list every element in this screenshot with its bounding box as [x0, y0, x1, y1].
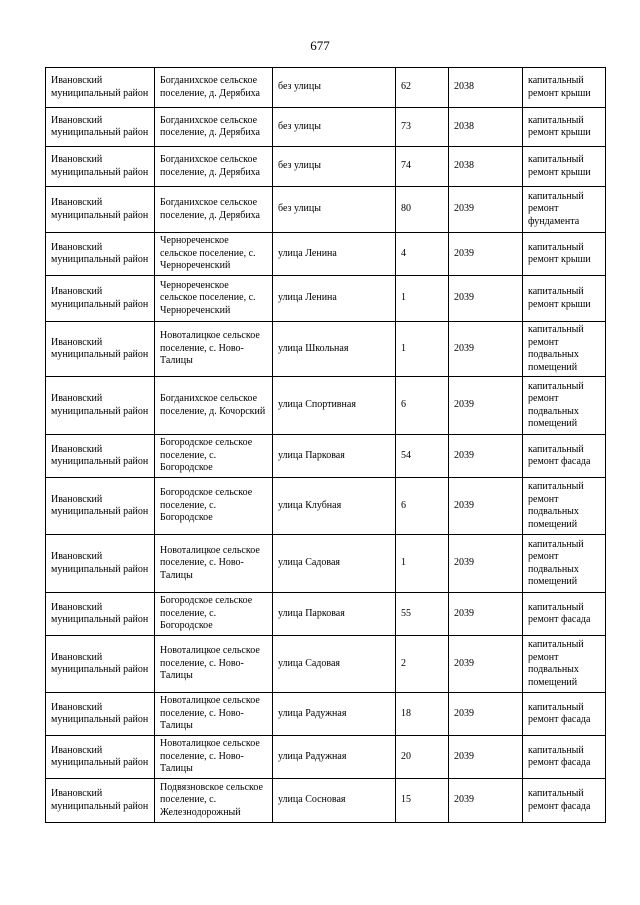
- street-cell: улица Спортивная: [273, 377, 396, 435]
- district-cell: Ивановский муниципальный район: [46, 68, 155, 108]
- year-cell: 2039: [449, 693, 523, 736]
- street-cell: улица Парковая: [273, 435, 396, 478]
- table-row: [46, 233, 606, 276]
- district-cell: Ивановский муниципальный район: [46, 276, 155, 322]
- street-cell: улица Парковая: [273, 593, 396, 636]
- table-row: [46, 276, 606, 322]
- street-cell: улица Радужная: [273, 736, 396, 779]
- district-cell: Ивановский муниципальный район: [46, 478, 155, 535]
- table-row: [46, 535, 606, 593]
- settlement-cell: Новоталицкое сельское поселение, с. Ново-Талицы: [155, 636, 273, 693]
- house-number-cell: 1: [396, 276, 449, 322]
- house-number-cell: 1: [396, 322, 449, 377]
- work-type-cell: капитальный ремонт фасада: [523, 779, 606, 823]
- year-cell: 2039: [449, 322, 523, 377]
- work-type-cell: капитальный ремонт крыши: [523, 147, 606, 187]
- year-cell: 2039: [449, 535, 523, 593]
- district-cell: Ивановский муниципальный район: [46, 693, 155, 736]
- house-number-cell: 73: [396, 108, 449, 147]
- district-cell: Ивановский муниципальный район: [46, 636, 155, 693]
- settlement-cell: Богородское сельское поселение, с. Богородское: [155, 478, 273, 535]
- year-cell: 2039: [449, 377, 523, 435]
- street-cell: улица Клубная: [273, 478, 396, 535]
- street-cell: улица Ленина: [273, 233, 396, 276]
- settlement-cell: Богородское сельское поселение, с. Богородское: [155, 435, 273, 478]
- settlement-cell: Богданихское сельское поселение, д. Дерябиха: [155, 108, 273, 147]
- year-cell: 2039: [449, 276, 523, 322]
- table-row: [46, 187, 606, 233]
- district-cell: Ивановский муниципальный район: [46, 377, 155, 435]
- work-type-cell: капитальный ремонт фасада: [523, 736, 606, 779]
- work-type-cell: капитальный ремонт фасада: [523, 593, 606, 636]
- street-cell: без улицы: [273, 108, 396, 147]
- settlement-cell: Новоталицкое сельское поселение, с. Ново-Талицы: [155, 535, 273, 593]
- district-cell: Ивановский муниципальный район: [46, 322, 155, 377]
- table-row: [46, 736, 606, 779]
- district-cell: Ивановский муниципальный район: [46, 593, 155, 636]
- street-cell: без улицы: [273, 147, 396, 187]
- table-row: [46, 435, 606, 478]
- table-row: [46, 636, 606, 693]
- street-cell: улица Школьная: [273, 322, 396, 377]
- work-type-cell: капитальный ремонт фасада: [523, 693, 606, 736]
- house-number-cell: 18: [396, 693, 449, 736]
- district-cell: Ивановский муниципальный район: [46, 187, 155, 233]
- settlement-cell: Богданихское сельское поселение, д. Кочорский: [155, 377, 273, 435]
- settlement-cell: Богданихское сельское поселение, д. Дерябиха: [155, 147, 273, 187]
- street-cell: улица Радужная: [273, 693, 396, 736]
- repair-schedule-table: [45, 67, 606, 823]
- table-body: [46, 68, 606, 823]
- street-cell: улица Сосновая: [273, 779, 396, 823]
- work-type-cell: капитальный ремонт подвальных помещений: [523, 636, 606, 693]
- district-cell: Ивановский муниципальный район: [46, 147, 155, 187]
- year-cell: 2038: [449, 108, 523, 147]
- work-type-cell: капитальный ремонт крыши: [523, 233, 606, 276]
- table-row: [46, 779, 606, 823]
- settlement-cell: Богородское сельское поселение, с. Богородское: [155, 593, 273, 636]
- district-cell: Ивановский муниципальный район: [46, 233, 155, 276]
- house-number-cell: 15: [396, 779, 449, 823]
- work-type-cell: капитальный ремонт подвальных помещений: [523, 535, 606, 593]
- year-cell: 2039: [449, 779, 523, 823]
- year-cell: 2039: [449, 636, 523, 693]
- settlement-cell: Новоталицкое сельское поселение, с. Ново-Талицы: [155, 736, 273, 779]
- settlement-cell: Чернореченское сельское поселение, с. Чернореченский: [155, 233, 273, 276]
- district-cell: Ивановский муниципальный район: [46, 736, 155, 779]
- table-row: [46, 377, 606, 435]
- house-number-cell: 54: [396, 435, 449, 478]
- year-cell: 2039: [449, 435, 523, 478]
- year-cell: 2039: [449, 593, 523, 636]
- year-cell: 2039: [449, 233, 523, 276]
- house-number-cell: 80: [396, 187, 449, 233]
- work-type-cell: капитальный ремонт крыши: [523, 276, 606, 322]
- work-type-cell: капитальный ремонт фасада: [523, 435, 606, 478]
- year-cell: 2039: [449, 187, 523, 233]
- house-number-cell: 4: [396, 233, 449, 276]
- street-cell: без улицы: [273, 187, 396, 233]
- district-cell: Ивановский муниципальный район: [46, 535, 155, 593]
- table-row: [46, 478, 606, 535]
- table-row: [46, 147, 606, 187]
- year-cell: 2039: [449, 478, 523, 535]
- year-cell: 2038: [449, 68, 523, 108]
- house-number-cell: 6: [396, 377, 449, 435]
- table-row: [46, 593, 606, 636]
- district-cell: Ивановский муниципальный район: [46, 435, 155, 478]
- work-type-cell: капитальный ремонт подвальных помещений: [523, 322, 606, 377]
- year-cell: 2038: [449, 147, 523, 187]
- table-row: [46, 322, 606, 377]
- year-cell: 2039: [449, 736, 523, 779]
- settlement-cell: Новоталицкое сельское поселение, с. Ново-Талицы: [155, 322, 273, 377]
- street-cell: улица Садовая: [273, 636, 396, 693]
- street-cell: улица Садовая: [273, 535, 396, 593]
- street-cell: улица Ленина: [273, 276, 396, 322]
- house-number-cell: 1: [396, 535, 449, 593]
- house-number-cell: 20: [396, 736, 449, 779]
- district-cell: Ивановский муниципальный район: [46, 779, 155, 823]
- table-row: [46, 108, 606, 147]
- work-type-cell: капитальный ремонт подвальных помещений: [523, 478, 606, 535]
- work-type-cell: капитальный ремонт крыши: [523, 68, 606, 108]
- table-row: [46, 693, 606, 736]
- settlement-cell: Подвязновское сельское поселение, с. Железнодорожный: [155, 779, 273, 823]
- settlement-cell: Чернореченское сельское поселение, с. Чернореченский: [155, 276, 273, 322]
- page-number: 677: [310, 38, 330, 53]
- house-number-cell: 6: [396, 478, 449, 535]
- house-number-cell: 74: [396, 147, 449, 187]
- street-cell: без улицы: [273, 68, 396, 108]
- house-number-cell: 62: [396, 68, 449, 108]
- district-cell: Ивановский муниципальный район: [46, 108, 155, 147]
- house-number-cell: 55: [396, 593, 449, 636]
- work-type-cell: капитальный ремонт крыши: [523, 108, 606, 147]
- settlement-cell: Богданихское сельское поселение, д. Дерябиха: [155, 68, 273, 108]
- work-type-cell: капитальный ремонт фундамента: [523, 187, 606, 233]
- house-number-cell: 2: [396, 636, 449, 693]
- settlement-cell: Богданихское сельское поселение, д. Дерябиха: [155, 187, 273, 233]
- work-type-cell: капитальный ремонт подвальных помещений: [523, 377, 606, 435]
- table-row: [46, 68, 606, 108]
- settlement-cell: Новоталицкое сельское поселение, с. Ново-Талицы: [155, 693, 273, 736]
